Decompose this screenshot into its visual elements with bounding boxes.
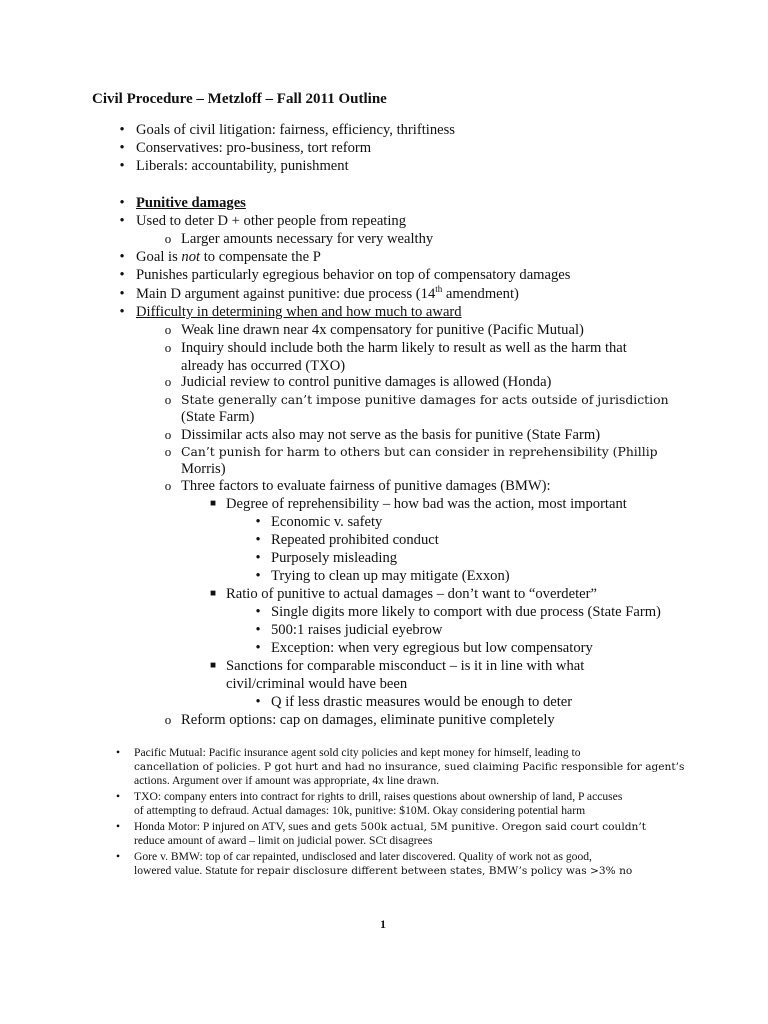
bullet-icon: • — [255, 622, 261, 638]
list-item: • Goals of civil litigation: fairness, efficiency, thriftiness — [136, 121, 455, 139]
list-item-continuation: Morris) — [181, 461, 226, 477]
square-bullet-icon: ■ — [209, 660, 217, 671]
case-note-honda-motor: • Honda Motor: P injured on ATV, sues and gets 500k actual, 5M punitive. Oregon said court couldn’t — [134, 820, 646, 834]
circle-bullet-icon: o — [164, 392, 172, 407]
list-item: ■ Degree of reprehensibility – how bad was the action, most important — [226, 495, 627, 513]
list-item: o Weak line drawn near 4x compensatory for punitive (Pacific Mutual) — [181, 321, 584, 339]
bullet-icon: • — [119, 304, 125, 320]
page-number: 1 — [380, 917, 386, 931]
bullet-icon: • — [115, 850, 121, 863]
section-heading: • Punitive damages — [136, 194, 246, 212]
circle-bullet-icon: o — [164, 340, 172, 355]
circle-bullet-icon: o — [164, 322, 172, 337]
bullet-icon: • — [119, 249, 125, 265]
page-title: Civil Procedure – Metzloff – Fall 2011 Outline — [92, 91, 387, 107]
bullet-icon: • — [255, 532, 261, 548]
bullet-icon: • — [255, 640, 261, 656]
circle-bullet-icon: o — [164, 231, 172, 246]
bullet-icon: • — [115, 746, 121, 759]
list-item: o Larger amounts necessary for very wealthy — [181, 230, 433, 248]
list-item: • Main D argument against punitive: due process (14th amendment) — [136, 285, 519, 303]
list-item: o Reform options: cap on damages, eliminate punitive completely — [181, 711, 555, 729]
square-bullet-icon: ■ — [209, 588, 217, 599]
bullet-icon: • — [255, 604, 261, 620]
list-item: • Purposely misleading — [271, 549, 397, 567]
circle-bullet-icon: o — [164, 444, 172, 459]
case-note-continuation: of attempting to defraud. Actual damages: 10k, punitive: $10M. Okay considering potential harm — [134, 804, 586, 817]
list-item: • Used to deter D + other people from repeating — [136, 212, 406, 230]
case-note-continuation: actions. Argument over if amount was appropriate, 4x line drawn. — [134, 774, 440, 787]
list-item: • Liberals: accountability, punishment — [136, 157, 349, 175]
bullet-icon: • — [119, 195, 125, 211]
case-note-continuation: lowered value. Statute for repair disclosure different between states, BMW’s policy was >3% no — [134, 864, 633, 877]
list-item: o Three factors to evaluate fairness of punitive damages (BMW): — [181, 477, 551, 495]
list-item-continuation: civil/criminal would have been — [226, 676, 408, 692]
bullet-icon: • — [255, 568, 261, 584]
square-bullet-icon: ■ — [209, 498, 217, 509]
bullet-icon: • — [255, 550, 261, 566]
list-item-continuation: already has occurred (TXO) — [181, 358, 346, 374]
list-item: o Dissimilar acts also may not serve as the basis for punitive (State Farm) — [181, 426, 600, 444]
list-item: • 500:1 raises judicial eyebrow — [271, 621, 442, 639]
list-item: • Punishes particularly egregious behavior on top of compensatory damages — [136, 266, 570, 284]
case-note-pacific-mutual: • Pacific Mutual: Pacific insurance agent sold city policies and kept money for himself, leading to — [134, 746, 581, 760]
bullet-icon: • — [255, 694, 261, 710]
bullet-icon: • — [255, 514, 261, 530]
bullet-icon: • — [119, 158, 125, 174]
circle-bullet-icon: o — [164, 478, 172, 493]
case-note-continuation: reduce amount of award – limit on judicial power. SCt disagrees — [134, 834, 433, 847]
list-item: • Repeated prohibited conduct — [271, 531, 439, 549]
list-item: o Judicial review to control punitive damages is allowed (Honda) — [181, 373, 551, 391]
list-item-continuation: (State Farm) — [181, 409, 255, 425]
list-item: ■ Ratio of punitive to actual damages – don’t want to “overdeter” — [226, 585, 597, 603]
case-note-continuation: cancellation of policies. P got hurt and had no insurance, sued claiming Pacific responsible for agent’s — [134, 761, 685, 773]
list-item: • Economic v. safety — [271, 513, 382, 531]
case-note-gore-bmw: • Gore v. BMW: top of car repainted, undisclosed and later discovered. Quality of work not as good, — [134, 850, 592, 864]
list-item: • Difficulty in determining when and how much to award — [136, 303, 462, 321]
bullet-icon: • — [119, 122, 125, 138]
list-item: o State generally can’t impose punitive damages for acts outside of jurisdiction — [181, 391, 669, 409]
circle-bullet-icon: o — [164, 374, 172, 389]
case-note-txo: • TXO: company enters into contract for rights to drill, raises questions about ownership of land, P accuses — [134, 790, 622, 804]
bullet-icon: • — [119, 213, 125, 229]
bullet-icon: • — [115, 790, 121, 803]
circle-bullet-icon: o — [164, 712, 172, 727]
bullet-icon: • — [119, 267, 125, 283]
list-item: o Can’t punish for harm to others but can consider in reprehensibility (Phillip — [181, 443, 658, 461]
list-item: • Single digits more likely to comport with due process (State Farm) — [271, 603, 661, 621]
list-item: • Conservatives: pro-business, tort reform — [136, 139, 371, 157]
list-item: • Exception: when very egregious but low compensatory — [271, 639, 593, 657]
list-item: ■ Sanctions for comparable misconduct – is it in line with what — [226, 657, 584, 675]
circle-bullet-icon: o — [164, 427, 172, 442]
list-item: • Q if less drastic measures would be enough to deter — [271, 693, 572, 711]
list-item: • Trying to clean up may mitigate (Exxon) — [271, 567, 510, 585]
bullet-icon: • — [119, 140, 125, 156]
list-item: o Inquiry should include both the harm likely to result as well as the harm that — [181, 339, 627, 357]
list-item: • Goal is not to compensate the P — [136, 248, 321, 266]
bullet-icon: • — [119, 286, 125, 302]
bullet-icon: • — [115, 820, 121, 833]
